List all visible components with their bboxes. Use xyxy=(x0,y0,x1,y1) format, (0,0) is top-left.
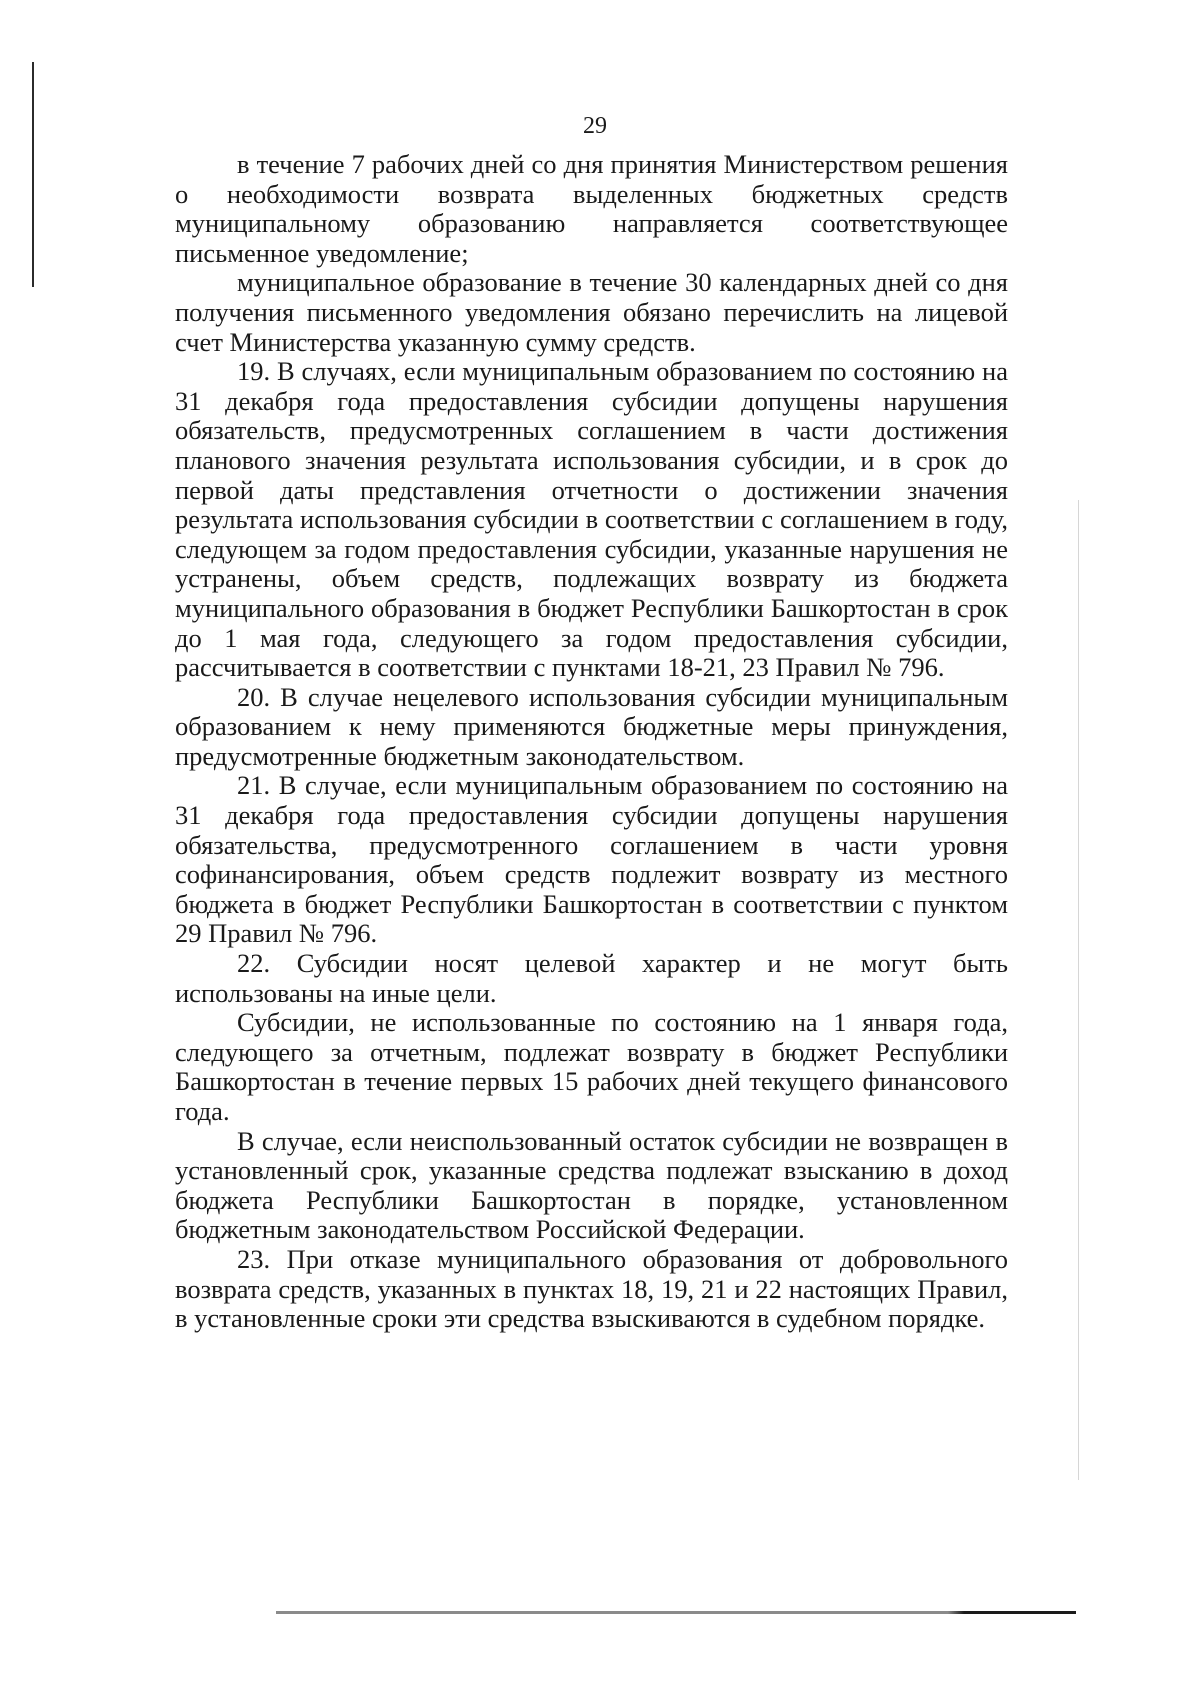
paragraph-item-21: 21. В случае, если муниципальным образованием по состоянию на 31 декабря года предоставления субсидии допущены нарушения обязательства, предусмотренного соглашением в части уровня софинансирования, объем средств подлежит возврату из местного бюджета в бюджет Республики Башкортостан в соответствии с пунктом 29 Правил № 796. xyxy=(175,770,1008,949)
paragraph-item-23: 23. При отказе муниципального образования от добровольного возврата средств, указанных в пунктах 18, 19, 21 и 22 настоящих Правил, в установленные сроки эти средства взыскиваются в судебном порядке. xyxy=(175,1243,1008,1334)
scan-edge-mark-left xyxy=(32,62,34,287)
paragraph-item-19: 19. В случаях, если муниципальным образованием по состоянию на 31 декабря года предоставления субсидии допущены нарушения обязательств, предусмотренных соглашением в части достижения планового значения результата использования субсидии, и в срок до первой даты представления отчетности о достижении значения результата использования субсидии в соответствии с соглашением в году, следующем за годом предоставления субсидии, указанные нарушения не устранены, объем средств, подлежащих возврату из бюджета муниципального образования в бюджет Республики Башкортостан в срок до 1 мая года, следующего за годом предоставления субсидии, рассчитывается в соответствии с пунктами 18-21, 23 Правил № 796. xyxy=(175,356,1008,683)
paragraph-transfer-obligation: муниципальное образование в течение 30 календарных дней со дня получения письменного уведомления обязано перечислить на лицевой счет Министерства указанную сумму средств. xyxy=(175,267,1008,357)
paragraph-unused-subsidies: Субсидии, не использованные по состоянию на 1 января года, следующего за отчетным, подлежат возврату в бюджет Республики Башкортостан в течение первых 15 рабочих дней текущего финансового года. xyxy=(175,1007,1008,1126)
paragraph-notification-term: в течение 7 рабочих дней со дня принятия Министерством решения о необходимости возврата выделенных бюджетных средств муниципальному образованию направляется соответствующее письменное уведомление; xyxy=(175,149,1008,268)
paragraph-item-20: 20. В случае нецелевого использования субсидии муниципальным образованием к нему применяются бюджетные меры принуждения, предусмотренные бюджетным законодательством. xyxy=(175,681,1008,771)
scan-edge-mark-right xyxy=(1078,500,1079,1480)
paragraph-unreturned-balance: В случае, если неиспользованный остаток субсидии не возвращен в установленный срок, указанные средства подлежат взысканию в доход бюджета Республики Башкортостан в порядке, установленном бюджетным законодательством Российской Федерации. xyxy=(175,1125,1008,1245)
bottom-scan-rule xyxy=(276,1611,1076,1614)
paragraph-item-22: 22. Субсидии носят целевой характер и не могут быть использованы на иные цели. xyxy=(175,948,1008,1008)
document-body xyxy=(175,150,1008,1334)
page-number: 29 xyxy=(583,113,607,139)
